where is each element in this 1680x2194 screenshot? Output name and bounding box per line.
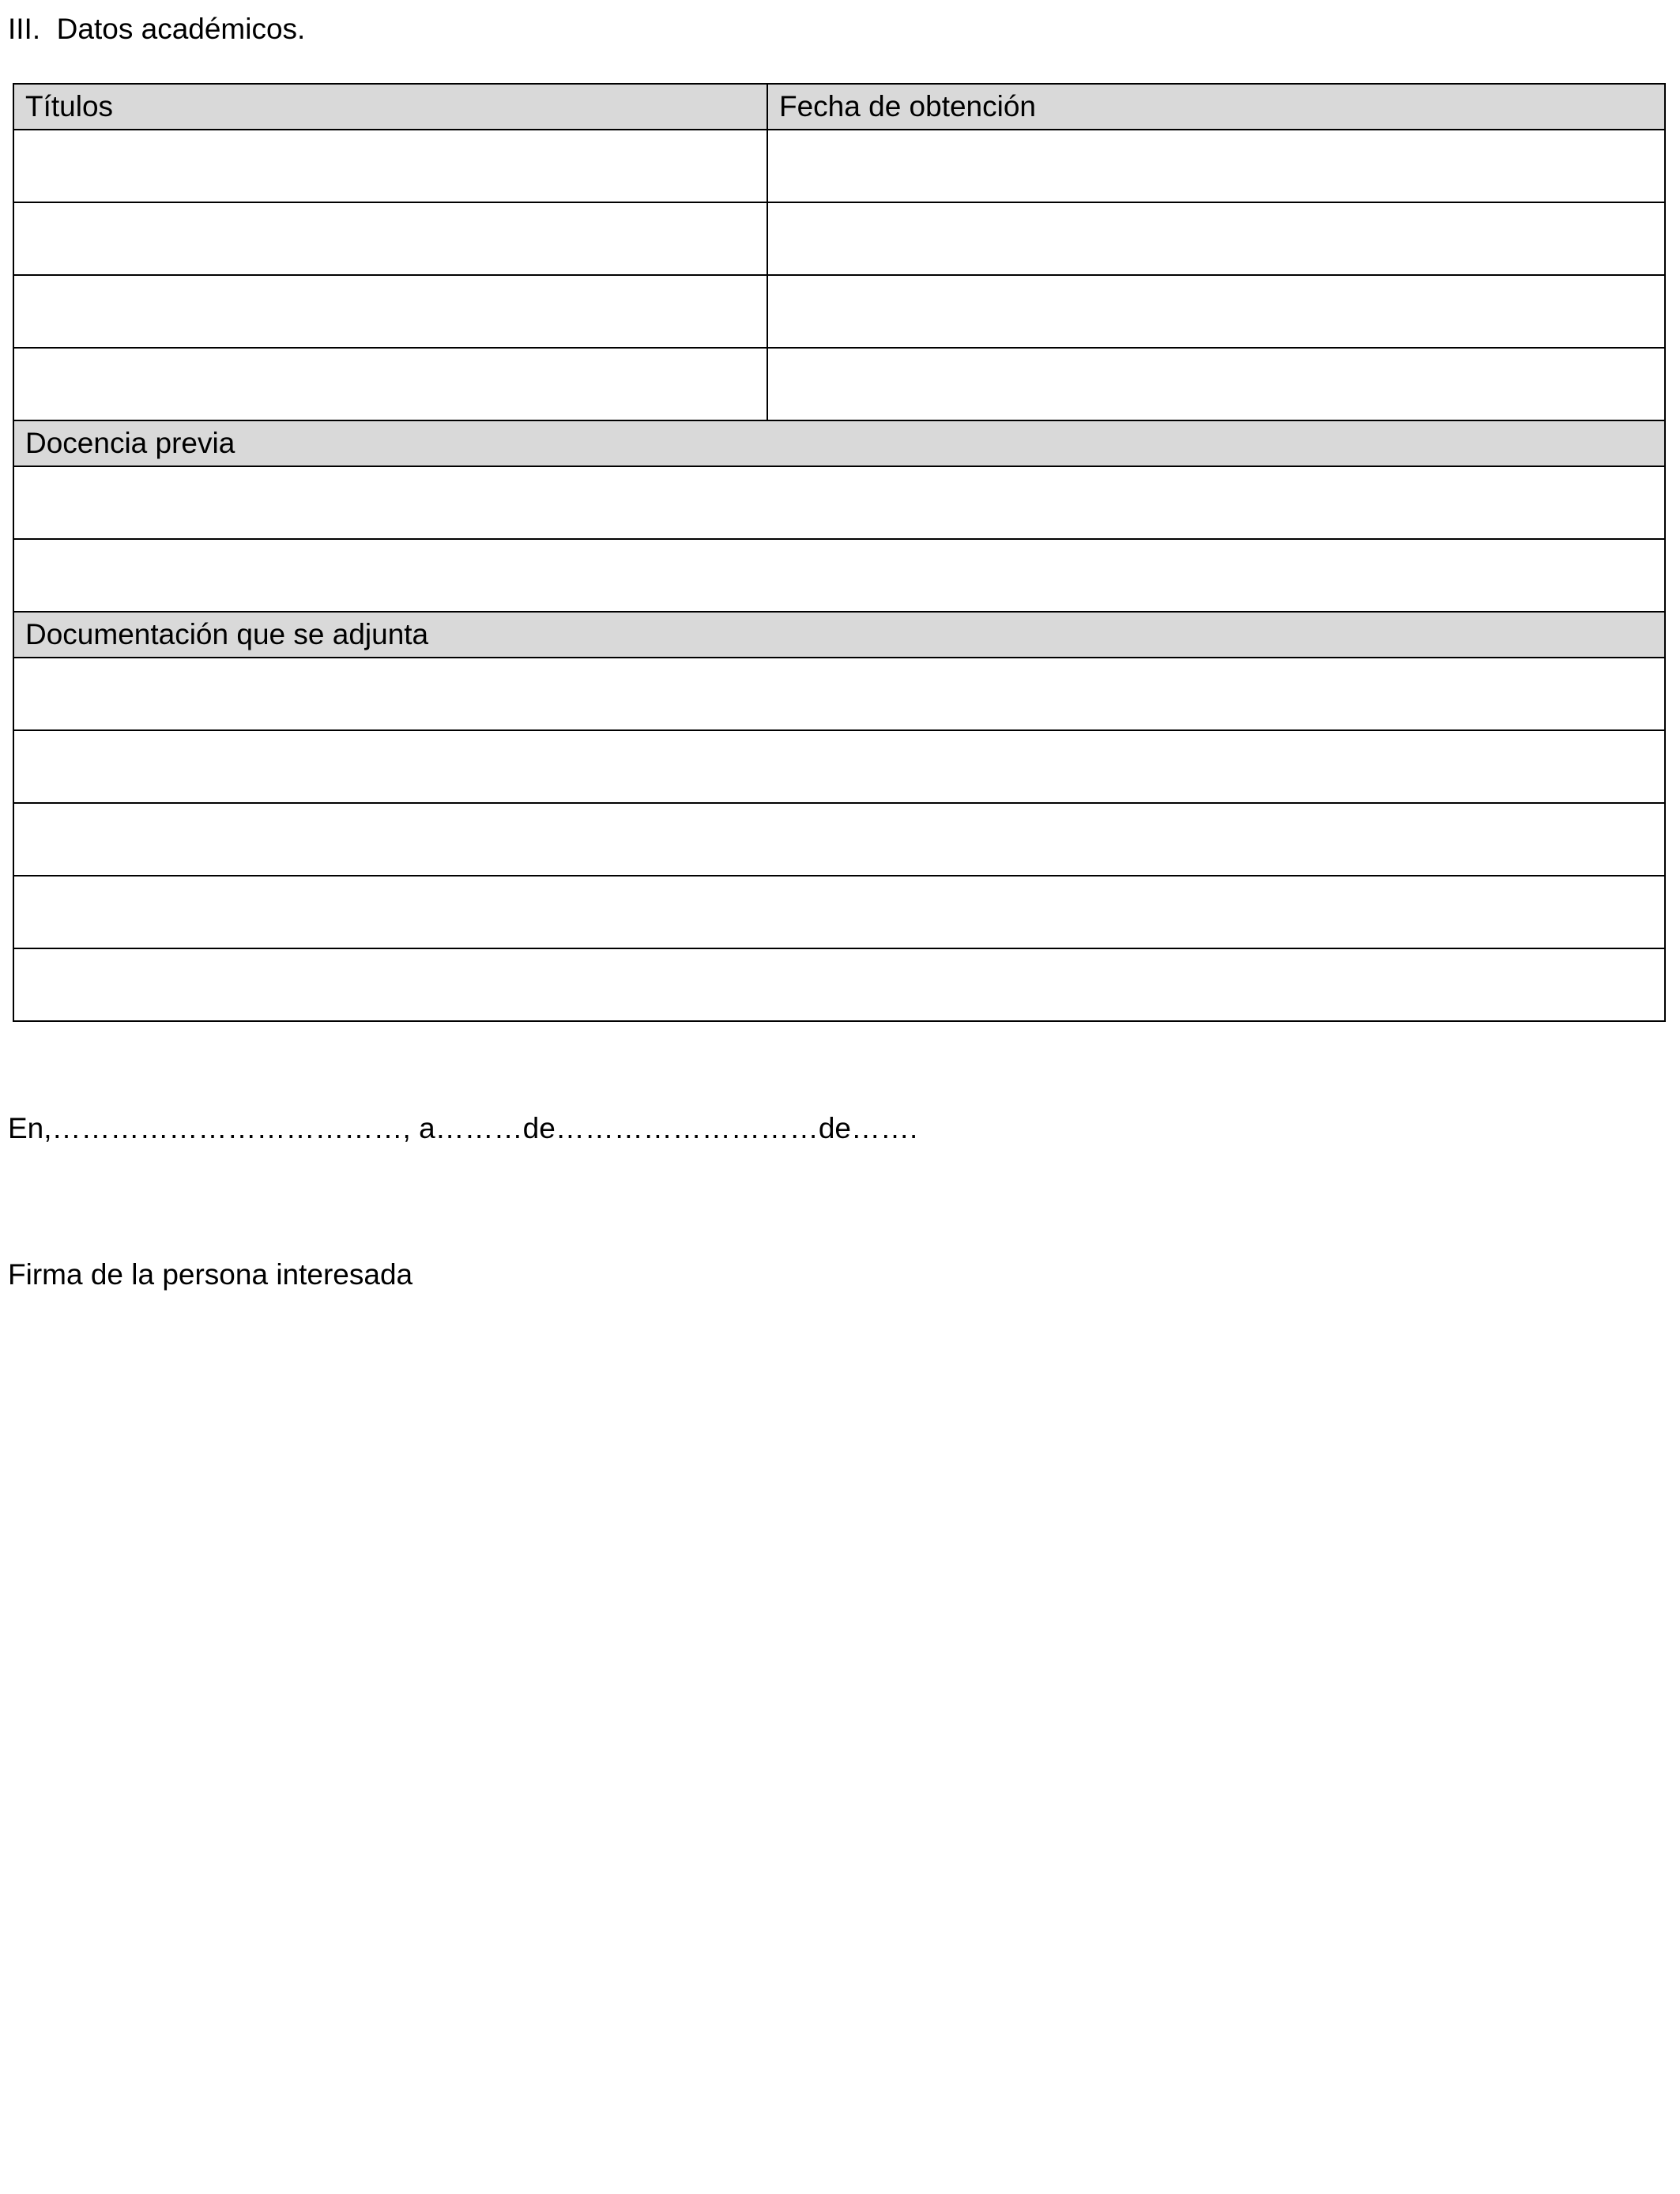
teaching-cell[interactable] bbox=[13, 539, 1665, 612]
signature-label: Firma de la persona interesada bbox=[8, 1258, 413, 1291]
teaching-header: Docencia previa bbox=[13, 420, 1665, 466]
document-cell[interactable] bbox=[13, 948, 1665, 1021]
titles-column-header: Títulos bbox=[13, 84, 767, 130]
date-column-header: Fecha de obtención bbox=[767, 84, 1665, 130]
date-cell[interactable] bbox=[767, 275, 1665, 348]
document-cell[interactable] bbox=[13, 658, 1665, 730]
title-cell[interactable] bbox=[13, 275, 767, 348]
title-cell[interactable] bbox=[13, 130, 767, 202]
teaching-row bbox=[13, 539, 1665, 612]
teaching-row bbox=[13, 466, 1665, 539]
documents-header-row bbox=[13, 612, 1665, 658]
document-cell[interactable] bbox=[13, 803, 1665, 876]
date-cell[interactable] bbox=[767, 202, 1665, 275]
table-header-row bbox=[13, 84, 1665, 130]
document-cell[interactable] bbox=[13, 730, 1665, 803]
title-row bbox=[13, 130, 1665, 202]
place-date-line: En,………………………………, a………de………………………de……. bbox=[8, 1112, 918, 1144]
document-cell[interactable] bbox=[13, 876, 1665, 948]
document-row bbox=[13, 730, 1665, 803]
date-cell[interactable] bbox=[767, 130, 1665, 202]
document-row bbox=[13, 948, 1665, 1021]
document-row bbox=[13, 876, 1665, 948]
teaching-cell[interactable] bbox=[13, 466, 1665, 539]
title-row bbox=[13, 275, 1665, 348]
academic-data-table bbox=[13, 83, 1666, 1022]
teaching-header-row bbox=[13, 420, 1665, 466]
title-row bbox=[13, 348, 1665, 420]
title-row bbox=[13, 202, 1665, 275]
title-cell[interactable] bbox=[13, 348, 767, 420]
section-heading: III. Datos académicos. bbox=[8, 13, 306, 45]
title-cell[interactable] bbox=[13, 202, 767, 275]
document-row bbox=[13, 658, 1665, 730]
documents-header: Documentación que se adjunta bbox=[13, 612, 1665, 658]
date-cell[interactable] bbox=[767, 348, 1665, 420]
document-row bbox=[13, 803, 1665, 876]
